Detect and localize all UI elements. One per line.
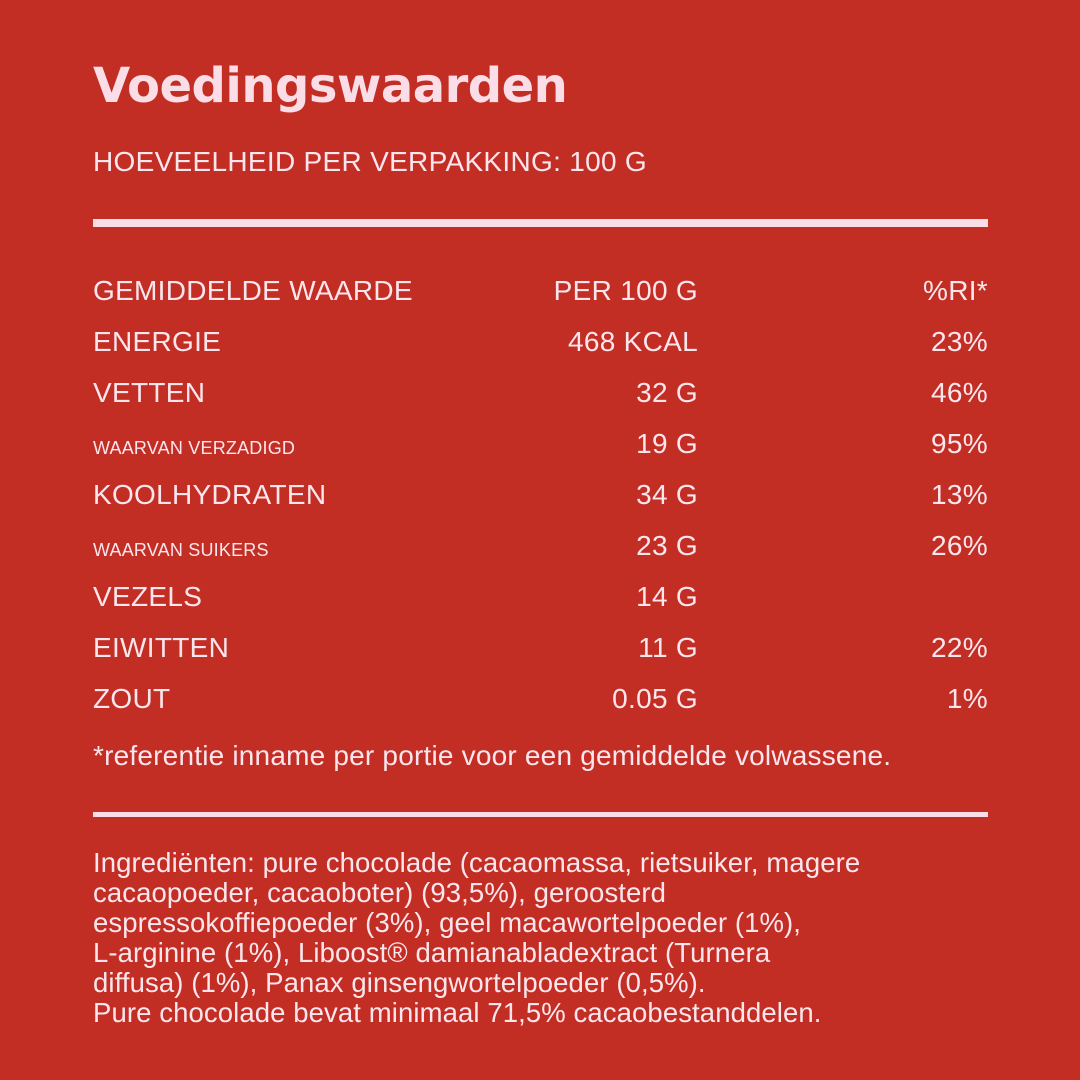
divider: [93, 219, 988, 227]
nutrition-table: [93, 269, 988, 728]
table-row: [93, 422, 988, 473]
nutrient-label: ENERGIE: [93, 326, 222, 357]
table-row: [93, 524, 988, 575]
ri-value: 95%: [931, 428, 988, 459]
ingredients-line: Pure chocolade bevat minimaal 71,5% cacaobestanddelen.: [93, 997, 822, 1028]
table-row: [93, 626, 988, 677]
column-header-label: GEMIDDELDE WAARDE: [93, 275, 413, 306]
ingredients-line: L-arginine (1%), Liboost® damianabladextract (Turnera: [93, 937, 771, 968]
ri-value: 13%: [931, 479, 988, 510]
nutrient-sublabel: WAARVAN VERZADIGD: [93, 438, 296, 458]
nutrient-label: ZOUT: [93, 683, 171, 714]
ri-value: 1%: [946, 683, 988, 714]
table-row: [93, 575, 988, 626]
table-row: [93, 473, 988, 524]
ingredients-text: [93, 848, 988, 1028]
ri-value: 23%: [931, 326, 988, 357]
nutrient-sublabel: WAARVAN SUIKERS: [93, 540, 269, 560]
per-100g-value: 23 G: [636, 530, 698, 561]
ri-footnote: *referentie inname per portie voor een gemiddelde volwassene.: [93, 740, 892, 771]
ingredients-line: cacaopoeder, cacaoboter) (93,5%), geroosterd: [93, 877, 667, 908]
per-100g-value: 0.05 G: [612, 683, 698, 714]
table-row: [93, 371, 988, 422]
ri-value: 22%: [931, 632, 988, 663]
per-100g-value: 32 G: [636, 377, 698, 408]
per-100g-value: 34 G: [636, 479, 698, 510]
nutrient-label: VEZELS: [93, 581, 203, 612]
per-100g-value: 11 G: [638, 632, 698, 663]
divider: [93, 812, 988, 817]
table-header-row: [93, 269, 988, 320]
page-title: Voedingswaarden: [93, 58, 568, 114]
ingredients-line: Ingrediënten: pure chocolade (cacaomassa, rietsuiker, magere: [93, 847, 861, 878]
ri-value: 26%: [931, 530, 988, 561]
nutrient-label: VETTEN: [93, 377, 206, 408]
per-100g-value: 14 G: [636, 581, 698, 612]
table-row: [93, 320, 988, 371]
nutrient-label: EIWITTEN: [93, 632, 230, 663]
per-100g-value: 19 G: [636, 428, 698, 459]
ingredients-line: diffusa) (1%), Panax ginsengwortelpoeder (0,5%).: [93, 967, 706, 998]
column-header-per: PER 100 G: [553, 275, 698, 306]
ri-value: 46%: [931, 377, 988, 408]
table-row: [93, 677, 988, 728]
nutrient-label: KOOLHYDRATEN: [93, 479, 327, 510]
ingredients-line: espressokoffiepoeder (3%), geel macawortelpoeder (1%),: [93, 907, 802, 938]
per-100g-value: 468 KCAL: [567, 326, 698, 357]
column-header-ri: %RI*: [923, 275, 988, 306]
package-quantity: HOEVEELHEID PER VERPAKKING: 100 G: [93, 146, 648, 177]
